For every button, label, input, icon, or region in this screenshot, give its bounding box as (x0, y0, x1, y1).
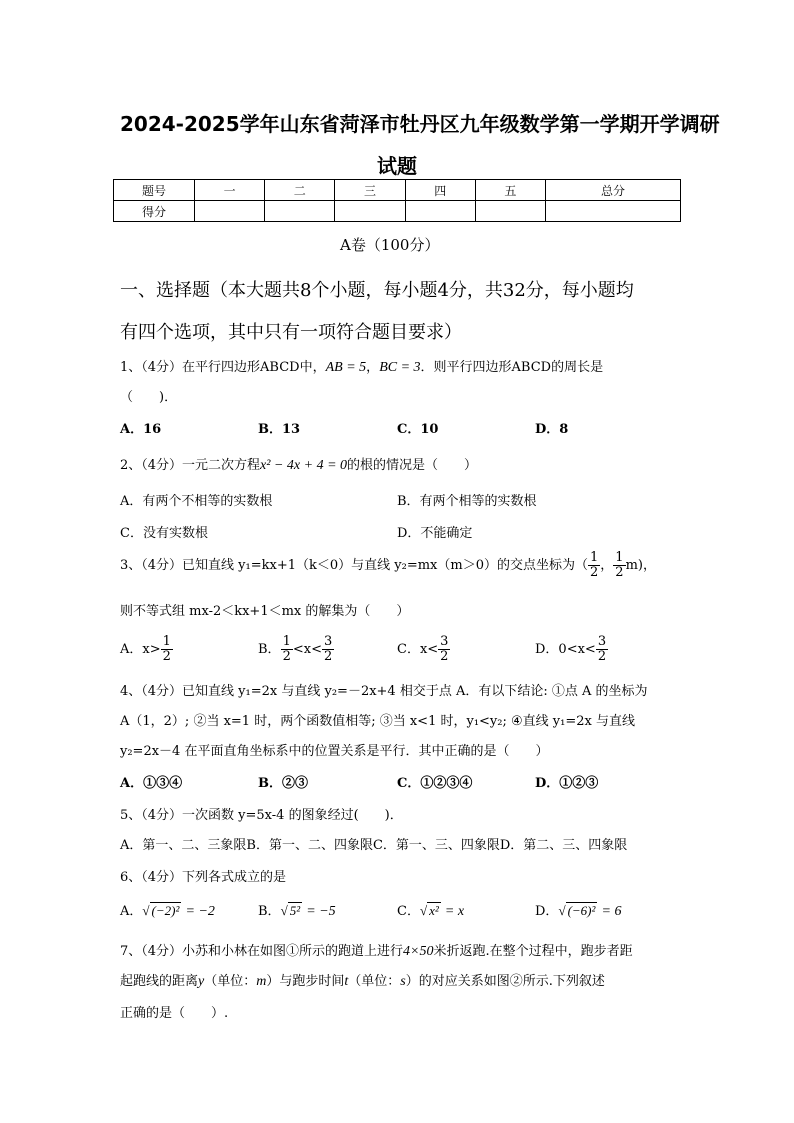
fraction-numerator: 1 (615, 550, 624, 565)
option-label: B． (258, 642, 281, 657)
question-4-line1: 4、（4分）已知直线 y₁=2x 与直线 y₂=－2x+4 相交于点 A．有以下结论: ①点 A 的坐标为 (120, 684, 648, 699)
fraction (596, 635, 608, 664)
math-expression: 4×50 (403, 944, 434, 959)
text: 起跑线的距离 (120, 974, 199, 989)
q5-options: A．第一、二、三象限B．第一、二、四象限C．第一、三、四象限D．第二、三、四象限 (120, 838, 628, 853)
option-label: A． (120, 904, 143, 919)
q2-option-b: B．有两个相等的实数根 (397, 494, 537, 509)
q3-option-d (535, 632, 608, 668)
radicand: 5² (289, 903, 301, 918)
sqrt-expression: √ 5² (280, 903, 301, 918)
inequality-text: <x< (292, 642, 322, 657)
q2-option-c: C．没有实数根 (120, 526, 208, 541)
document-title-line2: 试题 (377, 154, 417, 178)
score-cell (335, 201, 405, 222)
score-cell (546, 201, 681, 222)
fraction (438, 635, 450, 664)
text: （单位： (204, 974, 257, 989)
header-cell: 总分 (546, 180, 681, 201)
variable: y (198, 974, 205, 989)
radicand: (−6)² (567, 903, 596, 918)
q4-option-a: A．①③④ (120, 776, 183, 791)
q4-option-d: D．①②③ (535, 776, 599, 791)
section-heading-line2: 有四个选项，其中只有一项符合题目要求） (120, 322, 462, 343)
variable: t (344, 974, 349, 989)
fraction-denominator: 2 (282, 649, 291, 664)
fraction (281, 635, 293, 664)
fraction-numerator: 1 (589, 550, 599, 565)
header-cell: 一 (195, 180, 265, 201)
score-table-score-row (114, 201, 681, 222)
question-7-line2 (120, 970, 605, 990)
option-label: D． (535, 904, 559, 919)
fraction-numerator: 3 (597, 634, 607, 649)
sqrt-expression: √ (−6)² (558, 903, 596, 918)
header-cell: 题号 (114, 180, 195, 201)
section-heading-line1: 一、选择题（本大题共8个小题，每小题4分，共32分，每小题均 (120, 280, 634, 301)
question-2 (120, 454, 477, 474)
score-cell (195, 201, 265, 222)
q1-prefix: 1、（4分）在平行四边形ABCD中， (120, 360, 326, 375)
radicand: (−2)² (151, 903, 180, 918)
document-title-line1: 2024-2025学年山东省菏泽市牡丹区九年级数学第一学期开学调研 (120, 112, 720, 136)
score-table (113, 179, 681, 222)
q3-line1-text: 3、（4分）已知直线 y₁=kx+1（k＜0）与直线 y₂=mx（m＞0）的交点坐标为（ (120, 558, 588, 573)
fraction-denominator: 2 (323, 649, 333, 664)
fraction-denominator: 2 (597, 649, 607, 664)
q1-option-c: C．10 (397, 422, 439, 437)
fraction-numerator: 3 (440, 634, 449, 649)
text: 米折返跑.在整个过程中，跑步者距 (433, 944, 633, 959)
sqrt-expression: √ x² (419, 903, 439, 918)
q1-option-b: B．13 (258, 422, 301, 437)
question-7-line3: 正确的是（ ）. (120, 1006, 229, 1021)
header-cell: 三 (335, 180, 405, 201)
rhs: = −5 (306, 904, 336, 919)
question-1-line1: 1、（4分）在平行四边形ABCD中，AB = 5，BC = 3．则平行四边形ABCD的周长是 (120, 360, 604, 375)
q4-option-c: C．①②③④ (397, 776, 473, 791)
q3-point-y (613, 551, 625, 580)
question-6: 6、（4分）下列各式成立的是 (120, 870, 287, 885)
fraction-numerator: 3 (323, 634, 333, 649)
q3-option-b (258, 632, 334, 668)
text: ）的对应关系如图②所示.下列叙述 (405, 974, 605, 989)
score-cell (265, 201, 335, 222)
option-label: A．x> (120, 642, 161, 657)
q2-equation: x² − 4x + 4 = 0 (260, 458, 348, 473)
header-cell: 五 (475, 180, 545, 201)
fraction-numerator: 1 (162, 634, 171, 649)
header-cell: 四 (405, 180, 475, 201)
question-5: 5、（4分）一次函数 y=5x-4 的图象经过( )． (120, 808, 403, 823)
fraction-numerator: 1 (282, 634, 291, 649)
rhs: = −2 (185, 904, 215, 919)
q1-option-d: D．8 (535, 422, 569, 437)
text: ）与跑步时间 (266, 974, 345, 989)
q1-option-a: A．16 (120, 422, 162, 437)
text: （单位： (348, 974, 401, 989)
q6-option-d (535, 900, 622, 920)
rhs: = 6 (601, 904, 622, 919)
header-cell: 二 (265, 180, 335, 201)
q2-prefix: 2、（4分）一元二次方程 (120, 458, 261, 473)
q3-option-a (120, 632, 173, 668)
fraction-denominator: 2 (615, 565, 624, 580)
fraction (161, 635, 173, 664)
q6-option-b (258, 900, 336, 920)
score-cell (475, 201, 545, 222)
q1-cond-ab: AB = 5 (325, 360, 367, 375)
fraction-denominator: 2 (162, 649, 171, 664)
q3-point-x (588, 551, 600, 580)
volume-heading: A卷（100分） (340, 236, 440, 254)
q6-option-a (120, 900, 215, 920)
score-table-header-row (114, 180, 681, 201)
question-3-line1: 3、（4分）已知直线 y₁=kx+1（k＜0）与直线 y₂=mx（m＞0）的交点坐标为（ $\frac{1}{2}$ ， $\frac{1}{2}$ m)， (120, 550, 656, 580)
score-cell (405, 201, 475, 222)
row-label-cell: 得分 (114, 201, 195, 222)
unit: m (256, 974, 267, 989)
q2-option-d: D．不能确定 (397, 526, 473, 541)
question-4-line3: y₂=2x－4 在平面直角坐标系中的位置关系是平行．其中正确的是（ ） (120, 744, 549, 759)
q3-option-c (397, 632, 450, 668)
fraction (322, 635, 334, 664)
radicand: x² (429, 903, 439, 918)
question-1-line2: （ )． (120, 390, 178, 405)
q4-option-b: B．②③ (258, 776, 308, 791)
fraction-denominator: 2 (589, 565, 599, 580)
unit: s (400, 974, 406, 989)
question-7-line1 (120, 940, 633, 960)
q3-point-tail: m)， (625, 558, 656, 573)
fraction-denominator: 2 (440, 649, 449, 664)
sqrt-expression: √ (−2)² (142, 903, 180, 918)
q1-suffix: ．则平行四边形ABCD的周长是 (420, 360, 604, 375)
q2-suffix: 的根的情况是（ ） (347, 458, 478, 473)
option-label: C．x< (397, 642, 439, 657)
q2-option-a: A．有两个不相等的实数根 (120, 494, 273, 509)
text: 7、（4分）小苏和小林在如图①所示的跑道上进行 (120, 944, 404, 959)
question-4-line2: A（1，2）; ②当 x=1 时，两个函数值相等; ③当 x<1 时，y₁<y₂; ④直线 y₁=2x 与直线 (120, 714, 635, 729)
option-label: B． (258, 904, 281, 919)
q1-cond-bc: BC = 3 (379, 360, 421, 375)
rhs: = x (444, 904, 465, 919)
option-label: D．0<x< (535, 642, 596, 657)
q6-option-c (397, 900, 464, 920)
option-label: C． (397, 904, 420, 919)
question-3-line2: 则不等式组 mx-2＜kx+1＜mx 的解集为（ ） (120, 604, 410, 619)
